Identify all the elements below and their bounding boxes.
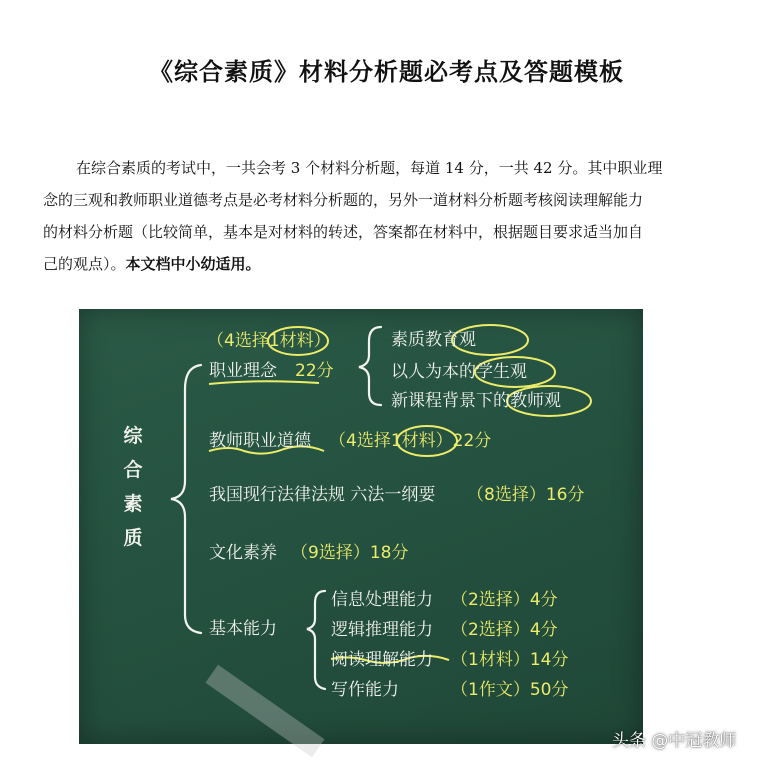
zhiye-child: 新课程背景下的教师观 [391,391,561,411]
root-char: 质 [123,527,143,549]
paragraph-text: 己的观点）。 [43,255,126,273]
root-char: 综 [123,425,143,447]
paragraph-line: 的材料分析题（比较简单，基本是对材料的转述，答案都在材料中，根据题目要求适当加自 [43,223,644,241]
watermark: 头条 @中冠教师 [612,731,737,751]
nengli-child-detail: （1作文）50分 [451,680,569,700]
paragraph-bold-note: 本文档中小幼适用。 [125,255,261,273]
zhiye-label: 职业理念 [209,361,277,381]
daode-label: 教师职业道德 [209,431,311,451]
wenhua-detail: （9选择）18分 [291,543,409,563]
nengli-child-name: 逻辑推理能力 [331,620,433,640]
underline-zhiye [209,381,319,384]
zhiye-brace [359,327,381,405]
nengli-child-detail: （1材料）14分 [451,650,569,670]
intro-paragraph [43,152,738,280]
nengli-label: 基本能力 [209,619,277,639]
daode-detail: （4选择1材料）22分 [329,431,492,451]
zhiye-child: 以人为本的学生观 [391,362,527,382]
nengli-child-name: 写作能力 [331,680,399,700]
paragraph-line: 在综合素质的考试中，一共会考 3 个材料分析题，每道 14 分，一共 42 分。其中职业理 [76,159,663,177]
nengli-child-detail: （2选择）4分 [451,590,558,610]
nengli-child-name: 信息处理能力 [331,590,433,610]
nengli-brace [307,591,325,689]
zhiye-child: 素质教育观 [391,330,476,350]
root-char: 合 [123,459,143,481]
zhiye-note: （4选择1材料） [207,331,331,351]
main-brace [171,365,201,633]
nengli-child-detail: （2选择）4分 [451,620,558,640]
root-char: 素 [123,493,143,515]
falv-label: 我国现行法律法规 六法一纲要 [209,485,436,505]
zhiye-score: 22分 [295,361,334,381]
paragraph-line [43,248,738,280]
paragraph-line: 念的三观和教师职业道德考点是必考材料分析题的，另外一道材料分析题考核阅读理解能力 [43,191,644,209]
chalk-drawing [79,309,643,744]
wenhua-label: 文化素养 [209,543,277,563]
page-title: 《综合素质》材料分析题必考点及答题模板 [149,58,624,86]
chalkboard-image [79,309,643,744]
nengli-child-name: 阅读理解能力 [331,650,433,670]
falv-detail: （8选择）16分 [467,485,585,505]
